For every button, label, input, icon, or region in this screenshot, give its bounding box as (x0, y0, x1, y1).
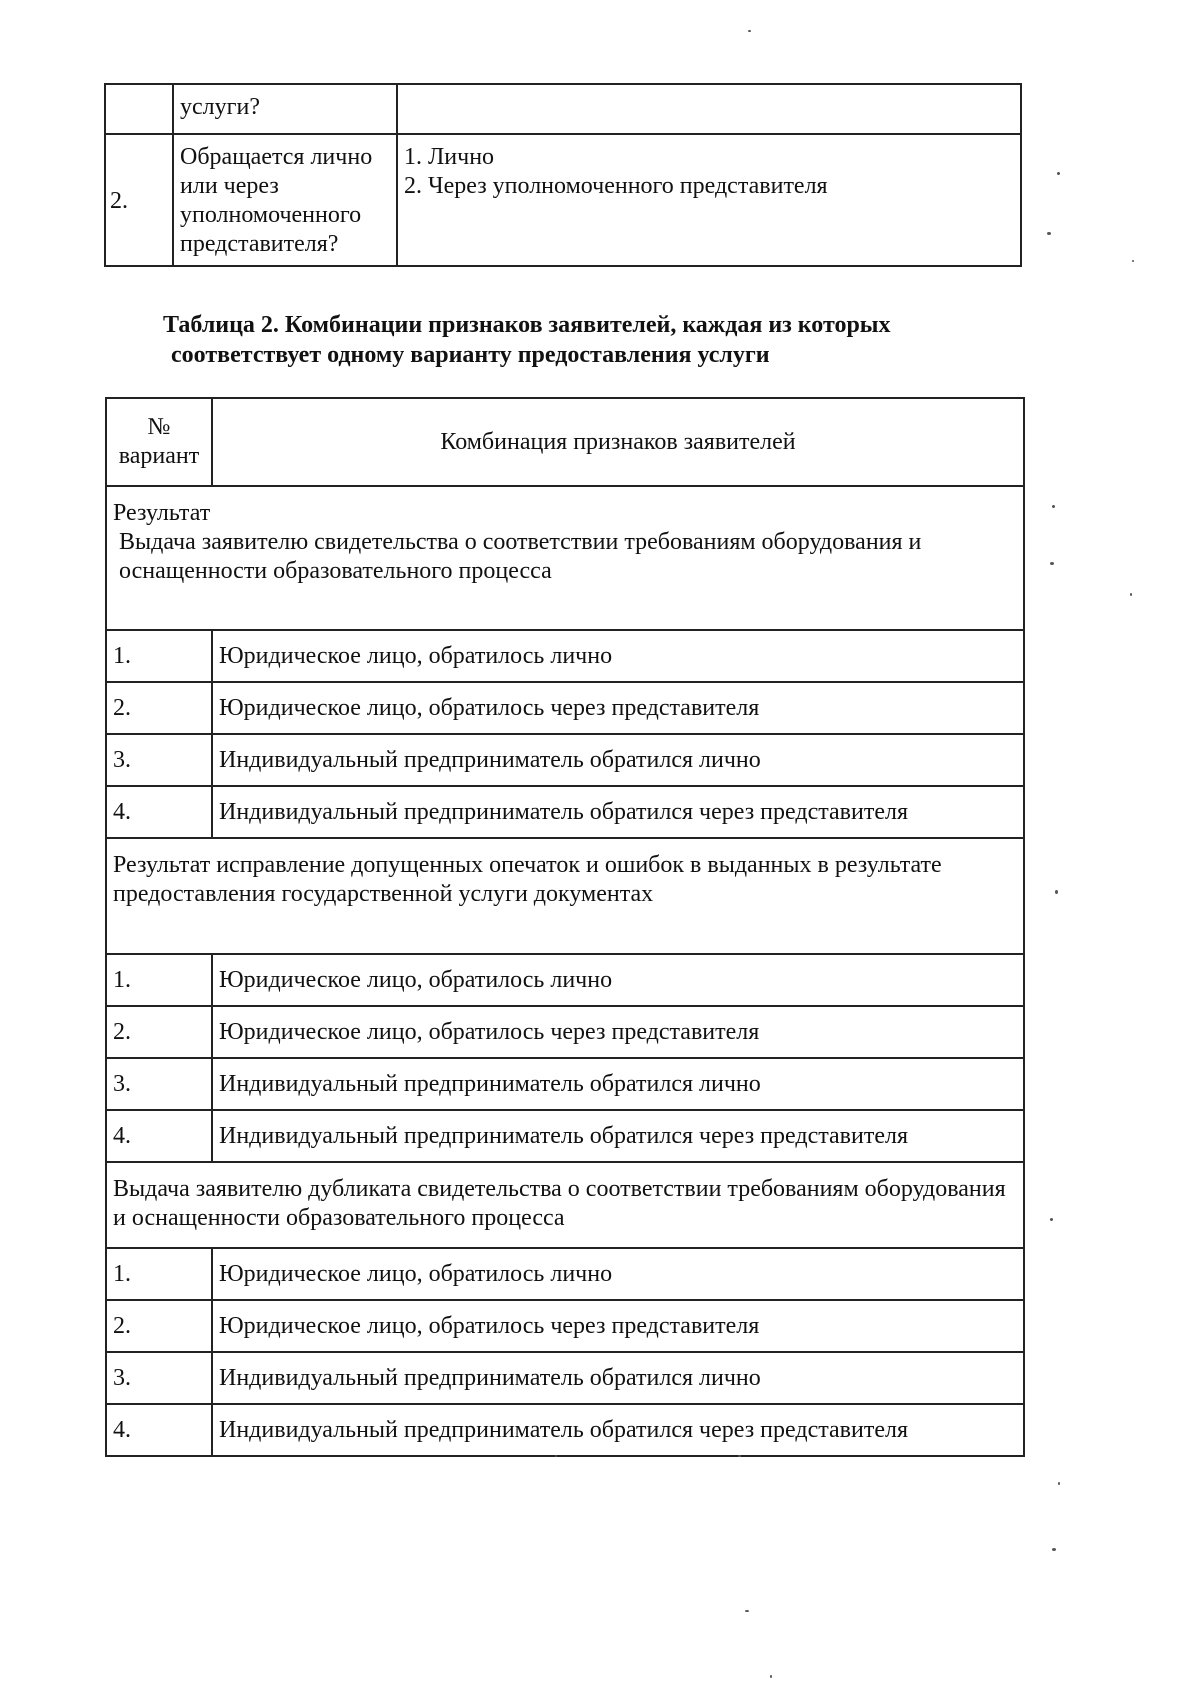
table-header-row (106, 398, 1024, 486)
scan-speck (748, 30, 751, 32)
variant-number: 3. (106, 734, 212, 786)
variant-number: 1. (106, 1248, 212, 1300)
heading-line-2: соответствует одному варианту предоставления услуги (171, 342, 770, 368)
question-cell: услуги? (173, 84, 397, 134)
section-duplicate (106, 1162, 1024, 1248)
scan-speck (745, 1610, 749, 1612)
section-correction (106, 838, 1024, 954)
combination-text: Индивидуальный предприниматель обратился лично (212, 1352, 1024, 1404)
combination-text: Индивидуальный предприниматель обратился через представителя (212, 1110, 1024, 1162)
table-row (106, 630, 1024, 682)
section-result (106, 486, 1024, 630)
variant-number: 3. (106, 1058, 212, 1110)
combination-text: Юридическое лицо, обратилось лично (212, 954, 1024, 1006)
table-row (106, 1006, 1024, 1058)
variant-number: 2. (106, 682, 212, 734)
section-row (106, 1162, 1024, 1248)
table-row (106, 682, 1024, 734)
scan-speck (1047, 232, 1051, 235)
row-number-cell: 2. (105, 134, 173, 266)
answer-option: 2. Через уполномоченного представителя (404, 173, 828, 199)
variant-number: 4. (106, 1110, 212, 1162)
scan-speck (1050, 1218, 1053, 1221)
scan-speck (738, 1455, 741, 1457)
scan-speck (1058, 1482, 1060, 1485)
heading-line-1: Таблица 2. Комбинации признаков заявителей, каждая из которых (163, 312, 891, 338)
variant-number: 2. (106, 1006, 212, 1058)
table-row (106, 786, 1024, 838)
combination-text: Индивидуальный предприниматель обратился лично (212, 734, 1024, 786)
scan-speck (1052, 505, 1055, 508)
applicant-questions-table (104, 83, 1022, 267)
section-text: Выдача заявителю свидетельства о соответствии требованиям оборудования и оснащенности образовательного процесса (119, 529, 922, 584)
table-row (106, 1352, 1024, 1404)
section-row (106, 838, 1024, 954)
combination-text: Индивидуальный предприниматель обратился через представителя (212, 1404, 1024, 1456)
table-row (105, 84, 1021, 134)
table-row (106, 1110, 1024, 1162)
combination-header: Комбинация признаков заявителей (212, 398, 1024, 486)
scan-speck (1050, 562, 1054, 565)
table-row (106, 1404, 1024, 1456)
scan-speck (555, 1455, 557, 1457)
table-2-heading (163, 310, 1003, 370)
section-title: Результат (113, 500, 211, 526)
variant-number: 3. (106, 1352, 212, 1404)
combination-text: Индивидуальный предприниматель обратился лично (212, 1058, 1024, 1110)
scan-speck (1132, 260, 1134, 262)
combination-text: Юридическое лицо, обратилось лично (212, 630, 1024, 682)
applicant-combinations-table (105, 397, 1025, 1457)
table-row (106, 1248, 1024, 1300)
combination-text: Юридическое лицо, обратилось через представителя (212, 1300, 1024, 1352)
table-row (106, 954, 1024, 1006)
section-row (106, 486, 1024, 630)
scan-speck (770, 1675, 772, 1678)
combination-text: Юридическое лицо, обратилось через представителя (212, 682, 1024, 734)
table-row (106, 1300, 1024, 1352)
question-cell: Обращается лично или через уполномоченного представителя? (173, 134, 397, 266)
table-row (106, 734, 1024, 786)
variant-number: 1. (106, 630, 212, 682)
section-text: Результат исправление допущенных опечаток и ошибок в выданных в результате предоставления государственной услуги документах (113, 852, 942, 907)
combination-text: Юридическое лицо, обратилось через представителя (212, 1006, 1024, 1058)
row-number-cell (105, 84, 173, 134)
variant-number: 1. (106, 954, 212, 1006)
scan-speck (1057, 172, 1060, 175)
variant-number: 2. (106, 1300, 212, 1352)
table-row (105, 134, 1021, 266)
section-text: Выдача заявителю дубликата свидетельства о соответствии требованиям оборудования и оснащенности образовательного процесса (113, 1176, 1006, 1231)
scan-speck (1055, 890, 1058, 894)
scan-speck (1130, 593, 1132, 596)
table-row (106, 1058, 1024, 1110)
variant-number-header: № вариант (106, 398, 212, 486)
variant-number: 4. (106, 786, 212, 838)
answer-option: 1. Лично (404, 144, 495, 170)
variant-number: 4. (106, 1404, 212, 1456)
answer-cell (397, 84, 1021, 134)
combination-text: Индивидуальный предприниматель обратился через представителя (212, 786, 1024, 838)
scan-speck (1052, 1548, 1056, 1551)
combination-text: Юридическое лицо, обратилось лично (212, 1248, 1024, 1300)
answer-cell (397, 134, 1021, 266)
